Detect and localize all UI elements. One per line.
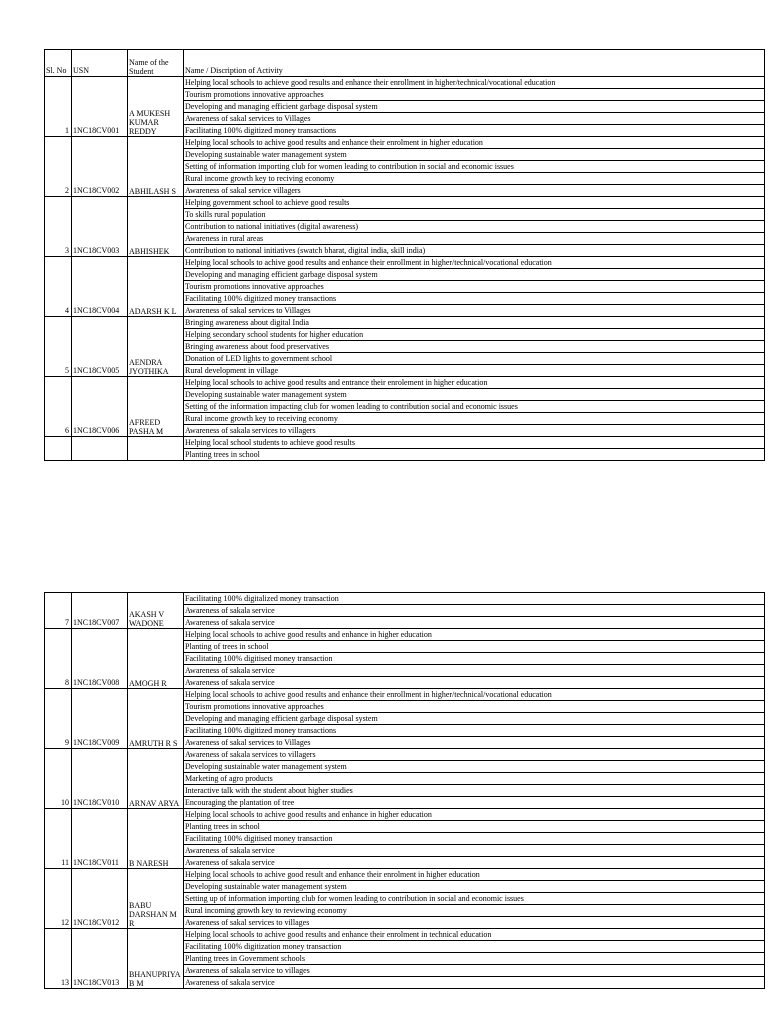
table-row xyxy=(45,929,765,941)
activity-cell: Rural incoming growth key to reviewing economy xyxy=(184,905,765,917)
activity-cell: Helping local schools to achive good results and enhance in higher education xyxy=(184,629,765,641)
activity-cell: Facilitating 100% digitized money transactions xyxy=(184,293,765,305)
activity-cell: Awareness of sakala service xyxy=(184,677,765,689)
sl-no-cell: 7 xyxy=(45,593,72,629)
sl-no-cell: 11 xyxy=(45,809,72,869)
activity-cell: To skills rural population xyxy=(184,209,765,221)
activity-cell: Helping secondary school students for higher education xyxy=(184,329,765,341)
activity-cell: Setting of information importing club for women leading to contribution in social and economic issues xyxy=(184,161,765,173)
usn-cell: 1NC18CV005 xyxy=(72,317,128,377)
activity-cell: Awareness of sakala services to villagers xyxy=(184,749,765,761)
activity-cell: Marketing of agro products xyxy=(184,773,765,785)
activity-cell: Developing sustainable water management system xyxy=(184,389,765,401)
activity-cell: Developing and managing efficient garbage disposal system xyxy=(184,713,765,725)
sl-no-cell: 2 xyxy=(45,137,72,197)
table-row xyxy=(45,77,765,89)
sl-no-cell: 5 xyxy=(45,317,72,377)
table-row xyxy=(45,377,765,389)
activity-cell: Setting of the information impacting club for women leading to contribution social and economic issues xyxy=(184,401,765,413)
table-row xyxy=(45,317,765,329)
activity-cell: Helping local schools to achive good result and enhance their enrolment in higher education xyxy=(184,869,765,881)
table-row xyxy=(45,809,765,821)
activity-cell: Tourism promotions innovative approaches xyxy=(184,281,765,293)
header-student-name: Name of the Student xyxy=(128,50,184,77)
table-row xyxy=(45,593,765,605)
activity-cell: Awareness of sakal service villagers xyxy=(184,185,765,197)
activity-cell: Awareness of sakala service xyxy=(184,617,765,629)
table-row xyxy=(45,689,765,701)
header-usn: USN xyxy=(72,50,128,77)
student-name-cell: B NARESH xyxy=(128,809,184,869)
activity-cell: Awareness of sakal services to Villages xyxy=(184,113,765,125)
sl-no-cell: 12 xyxy=(45,869,72,929)
activity-cell: Awareness in rural areas xyxy=(184,233,765,245)
table-row xyxy=(45,437,765,449)
table-header-row xyxy=(45,50,765,77)
activity-cell: Awareness of sakala service xyxy=(184,857,765,869)
activity-cell: Donation of LED lights to government school xyxy=(184,353,765,365)
student-name-cell: AKASH V WADONE xyxy=(128,593,184,629)
student-name-cell: ABHISHEK xyxy=(128,197,184,257)
table-block-1 xyxy=(44,49,765,461)
student-name-cell xyxy=(128,437,184,461)
usn-cell: 1NC18CV013 xyxy=(72,929,128,989)
student-name-cell: BABU DARSHAN M R xyxy=(128,869,184,929)
activity-cell: Developing sustainable water management system xyxy=(184,881,765,893)
activity-cell: Planting trees in Government schools xyxy=(184,953,765,965)
header-sl-no: Sl. No xyxy=(45,50,72,77)
usn-cell: 1NC18CV008 xyxy=(72,629,128,689)
activity-cell: Awareness of sakala service to villages xyxy=(184,965,765,977)
sl-no-cell: 1 xyxy=(45,77,72,137)
activity-cell: Planting of trees in school xyxy=(184,641,765,653)
table-row xyxy=(45,257,765,269)
activity-cell: Facilitating 100% digitized money transactions xyxy=(184,725,765,737)
activity-cell: Developing sustainable water management system xyxy=(184,761,765,773)
sl-no-cell xyxy=(45,437,72,461)
activity-cell: Tourism promotions innovative approaches xyxy=(184,89,765,101)
usn-cell: 1NC18CV001 xyxy=(72,77,128,137)
sl-no-cell: 10 xyxy=(45,749,72,809)
activity-cell: Awareness of sakala service xyxy=(184,665,765,677)
usn-cell xyxy=(72,437,128,461)
activity-cell: Helping local schools to achive good results and enhance in higher education xyxy=(184,809,765,821)
header-activity: Name / Discription of Activity xyxy=(184,50,765,77)
usn-cell: 1NC18CV002 xyxy=(72,137,128,197)
activity-cell: Facilitating 100% digitised money transaction xyxy=(184,833,765,845)
activity-cell: Rural income growth key to receiving economy xyxy=(184,413,765,425)
activity-cell: Helping local schools to achive good results and enhance their enrollment in higher/technical/vocational education xyxy=(184,257,765,269)
student-name-cell: ABHILASH S xyxy=(128,137,184,197)
activity-cell: Developing sustainable water management system xyxy=(184,149,765,161)
activity-cell: Awareness of sakal services to Villages xyxy=(184,737,765,749)
table-row xyxy=(45,749,765,761)
activity-cell: Awareness of sakal services to villages xyxy=(184,917,765,929)
activity-cell: Facilitating 100% digitised money transaction xyxy=(184,653,765,665)
activity-cell: Helping local schools to achive good results and enhance their enrollment in higher/technical/vocational education xyxy=(184,689,765,701)
activity-cell: Rural income growth key to reciving economy xyxy=(184,173,765,185)
sl-no-cell: 3 xyxy=(45,197,72,257)
activity-cell: Helping local school students to achieve good results xyxy=(184,437,765,449)
activity-cell: Awareness of sakala service xyxy=(184,977,765,989)
activity-cell: Planting trees in school xyxy=(184,821,765,833)
activity-cell: Helping local schools to achive good results and enhance their enrolment in technical education xyxy=(184,929,765,941)
sl-no-cell: 9 xyxy=(45,689,72,749)
usn-cell: 1NC18CV009 xyxy=(72,689,128,749)
activity-cell: Helping government school to achieve good results xyxy=(184,197,765,209)
student-name-cell: BHANUPRIYA B M xyxy=(128,929,184,989)
activity-cell: Rural development in village xyxy=(184,365,765,377)
table-row xyxy=(45,137,765,149)
usn-cell: 1NC18CV007 xyxy=(72,593,128,629)
student-name-cell: ADARSH K L xyxy=(128,257,184,317)
student-name-cell: ARNAV ARYA xyxy=(128,749,184,809)
activity-cell: Encouraging the plantation of tree xyxy=(184,797,765,809)
sl-no-cell: 4 xyxy=(45,257,72,317)
table-block-2 xyxy=(44,592,765,989)
activity-cell: Bringing awareness about digital India xyxy=(184,317,765,329)
student-name-cell: A MUKESH KUMAR REDDY xyxy=(128,77,184,137)
usn-cell: 1NC18CV006 xyxy=(72,377,128,437)
activity-cell: Contribution to national initiatives (digital awareness) xyxy=(184,221,765,233)
activity-cell: Interactive talk with the student about higher studies xyxy=(184,785,765,797)
usn-cell: 1NC18CV003 xyxy=(72,197,128,257)
activity-cell: Awareness of sakal services to Villages xyxy=(184,305,765,317)
student-name-cell: AFREED PASHA M xyxy=(128,377,184,437)
activity-cell: Tourism promotions innovative approaches xyxy=(184,701,765,713)
activity-table-2 xyxy=(44,592,765,989)
student-name-cell: AMRUTH R S xyxy=(128,689,184,749)
activity-cell: Facilitating 100% digitization money transaction xyxy=(184,941,765,953)
table-row xyxy=(45,197,765,209)
student-name-cell: AENDRA JYOTHIKA xyxy=(128,317,184,377)
activity-cell: Developing and managing efficient garbage disposal system xyxy=(184,101,765,113)
sl-no-cell: 6 xyxy=(45,377,72,437)
table-row xyxy=(45,629,765,641)
activity-cell: Awareness of sakala services to villagers xyxy=(184,425,765,437)
usn-cell: 1NC18CV012 xyxy=(72,869,128,929)
activity-cell: Helping local schools to achive good results and enhance their enrolment in higher education xyxy=(184,137,765,149)
activity-cell: Helping local schools to achieve good results and enhance their enrollment in higher/technical/vocational education xyxy=(184,77,765,89)
student-name-cell: AMOGH R xyxy=(128,629,184,689)
activity-cell: Helping local schools to achive good results and entrance their enrolement in higher education xyxy=(184,377,765,389)
activity-cell: Facilitating 100% digitized money transactions xyxy=(184,125,765,137)
sl-no-cell: 8 xyxy=(45,629,72,689)
activity-table-1 xyxy=(44,49,765,461)
usn-cell: 1NC18CV011 xyxy=(72,809,128,869)
activity-cell: Planting trees in school xyxy=(184,449,765,461)
activity-cell: Awareness of sakala service xyxy=(184,605,765,617)
activity-cell: Awareness of sakala service xyxy=(184,845,765,857)
activity-cell: Developing and managing efficient garbage disposal system xyxy=(184,269,765,281)
usn-cell: 1NC18CV004 xyxy=(72,257,128,317)
sl-no-cell: 13 xyxy=(45,929,72,989)
activity-cell: Facilitating 100% digitalized money transaction xyxy=(184,593,765,605)
activity-cell: Bringing awareness about food preservatives xyxy=(184,341,765,353)
activity-cell: Setting up of information importing club for women leading to contribution in social and economic issues xyxy=(184,893,765,905)
usn-cell: 1NC18CV010 xyxy=(72,749,128,809)
table-row xyxy=(45,869,765,881)
activity-cell: Contribution to national initiatives (swatch bharat, digital india, skill india) xyxy=(184,245,765,257)
